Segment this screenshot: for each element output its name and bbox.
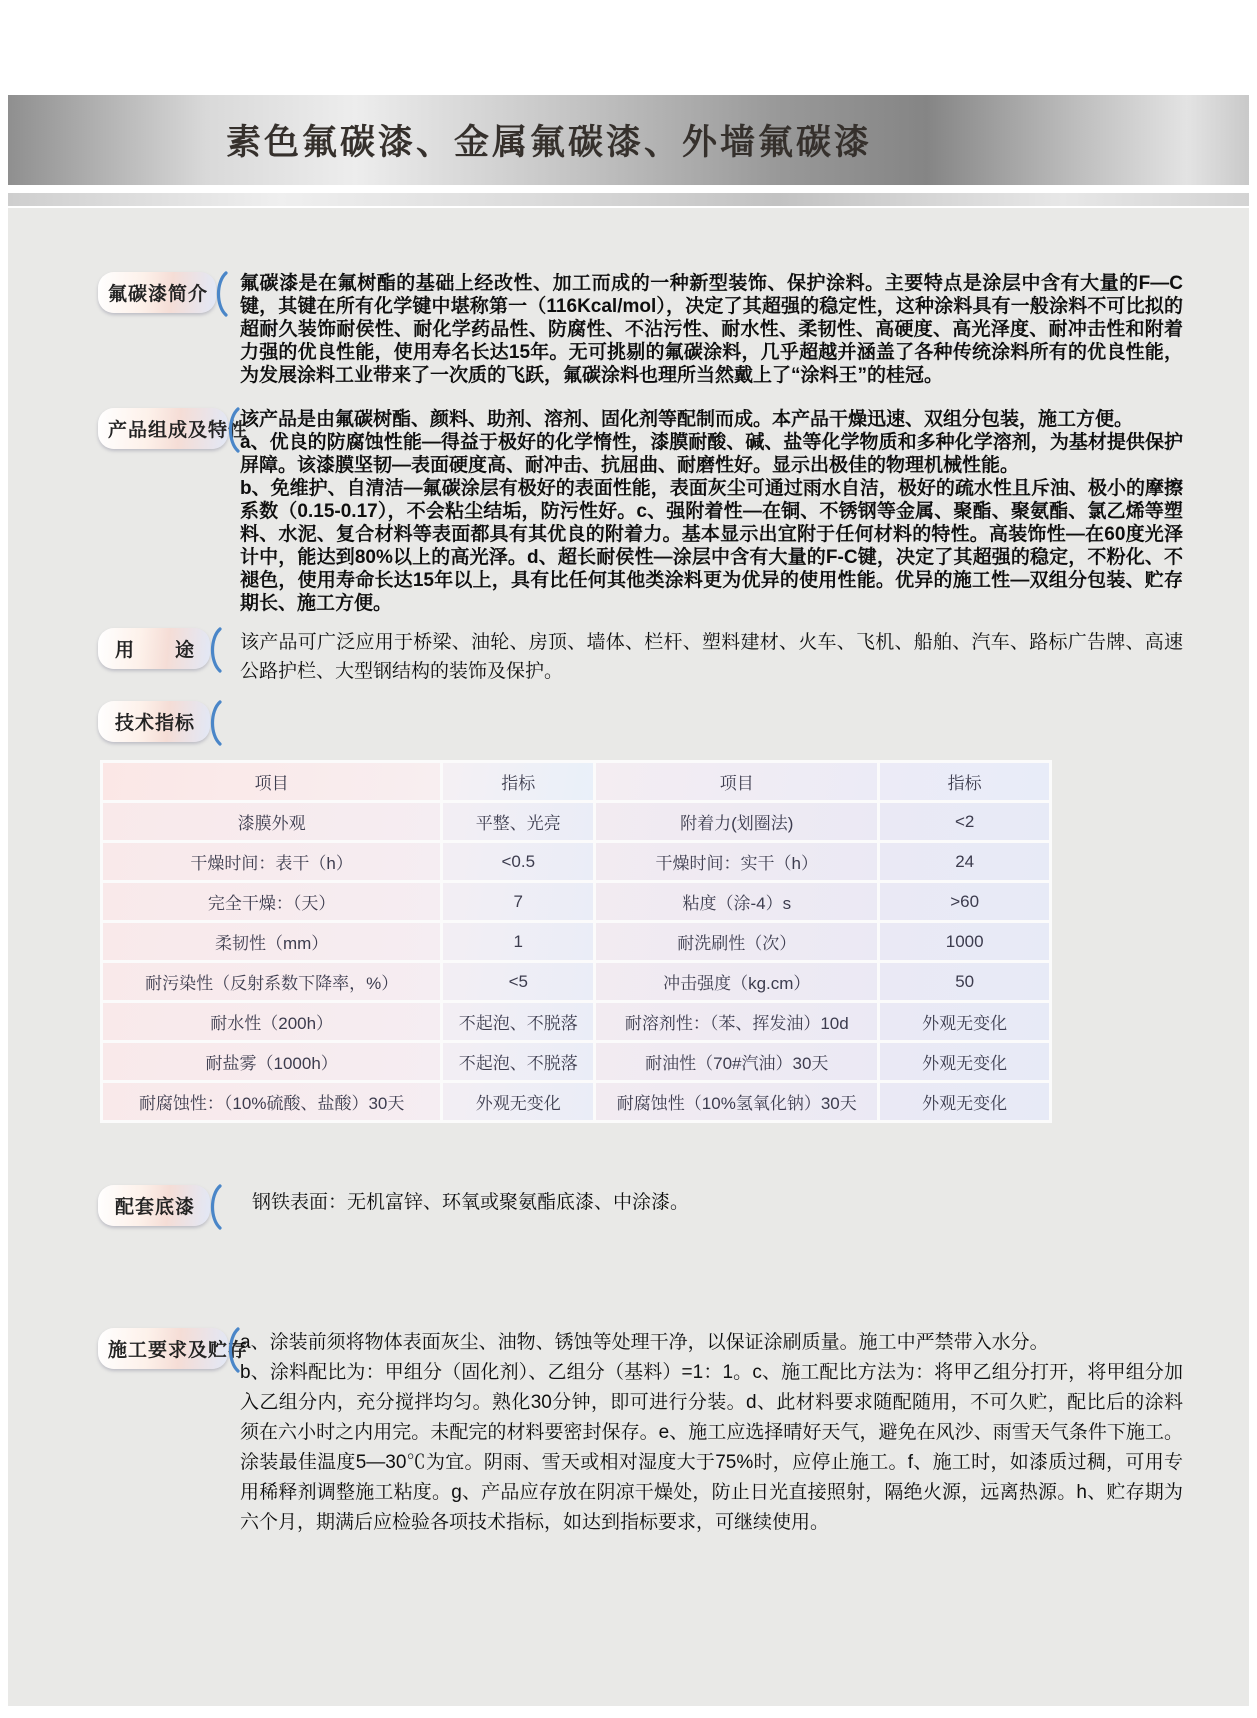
section-bracket-icon (213, 271, 228, 317)
spec-cell: 耐洗刷性（次） (596, 923, 877, 960)
spec-header-cell: 指标 (880, 763, 1049, 800)
section-primer-label: 配套底漆 (98, 1185, 210, 1226)
table-row (103, 963, 1049, 1000)
spec-cell: >60 (880, 883, 1049, 920)
spec-cell: <5 (443, 963, 593, 1000)
document-page (8, 0, 1249, 1706)
spec-cell: 冲击强度（kg.cm） (596, 963, 877, 1000)
spec-cell: 7 (443, 883, 593, 920)
paragraph: 该产品是由氟碳树酯、颜料、助剂、溶剂、固化剂等配制而成。本产品干燥迅速、双组分包装，施工方便。 (240, 409, 1134, 430)
section-composition (98, 408, 1183, 615)
table-row (103, 1083, 1049, 1120)
spec-cell: 24 (880, 843, 1049, 880)
table-row (103, 1043, 1049, 1080)
spec-cell: 漆膜外观 (103, 803, 440, 840)
section-bracket-icon (207, 1184, 222, 1230)
section-application-label-col (98, 1328, 249, 1373)
spec-cell: 耐腐蚀性（10%氢氧化钠）30天 (596, 1083, 877, 1120)
spec-cell: 外观无变化 (880, 1043, 1049, 1080)
page-title: 素色氟碳漆、金属氟碳漆、外墙氟碳漆 (226, 123, 873, 162)
section-application-label: 施工要求及贮存 (98, 1328, 228, 1369)
spec-cell: 粘度（涂-4）s (596, 883, 877, 920)
header-divider-strip (8, 193, 1249, 206)
section-specs-label-col (98, 701, 240, 746)
paragraph: 该产品可广泛应用于桥梁、油轮、房顶、墙体、栏杆、塑料建材、火车、飞机、船舶、汽车、路标广告牌、高速公路护栏、大型钢结构的装饰及保护。 (240, 632, 1183, 682)
spec-cell: 50 (880, 963, 1049, 1000)
table-row (103, 843, 1049, 880)
section-usage-label-col (98, 628, 240, 673)
spec-cell: 不起泡、不脱落 (443, 1043, 593, 1080)
section-usage (98, 628, 1183, 686)
section-primer (98, 1185, 1183, 1230)
paragraph: a、优良的防腐蚀性能—得益于极好的化学惰性，漆膜耐酸、碱、盐等化学物质和多种化学溶剂，为基材提供保护屏障。该漆膜坚韧—表面硬度高、耐冲击、抗屈曲、耐磨性好。显示出极佳的物理机械性能。 (240, 432, 1183, 476)
paragraph: 氟碳漆是在氟树酯的基础上经改性、加工而成的一种新型装饰、保护涂料。主要特点是涂层中含有大量的F—C键，其键在所有化学键中堪称第一（116Kcal/mol），决定了其超强的稳定性，这种涂料具有一般涂料不可比拟的超耐久装饰耐侯性、耐化学药品性、防腐性、不沾污性、耐水性、柔韧性、高硬度、高光泽度、耐冲击性和附着力强的优良性能，使用寿名长达15年。无可挑剔的氟碳涂料，几乎超越并涵盖了各种传统涂料所有的优良性能，为发展涂料工业带来了一次质的飞跃，氟碳涂料也理所当然戴上了“涂料王”的桂冠。 (240, 273, 1183, 386)
section-composition-label: 产品组成及特性 (98, 408, 228, 449)
spec-cell: 耐腐蚀性：（10%硫酸、盐酸）30天 (103, 1083, 440, 1120)
spec-cell: 1000 (880, 923, 1049, 960)
spec-cell: 柔韧性（mm） (103, 923, 440, 960)
section-primer-label-col (98, 1185, 240, 1230)
technical-specs-table (100, 760, 1052, 1123)
spec-cell: 耐溶剂性：（苯、挥发油）10d (596, 1003, 877, 1040)
spec-cell: 耐盐雾（1000h） (103, 1043, 440, 1080)
paragraph: a、涂装前须将物体表面灰尘、油物、锈蚀等处理干净，以保证涂刷质量。施工中严禁带入水分。 (240, 1332, 1049, 1353)
table-row (103, 1003, 1049, 1040)
spec-cell: 外观无变化 (880, 1083, 1049, 1120)
section-bracket-icon (207, 627, 222, 673)
spec-cell: <2 (880, 803, 1049, 840)
section-specs-label: 技术指标 (98, 701, 210, 742)
section-usage-label: 用 途 (98, 628, 210, 669)
section-composition-text (240, 408, 1183, 615)
spec-cell: 干燥时间：表干（h） (103, 843, 440, 880)
section-usage-text (240, 628, 1183, 686)
section-application (98, 1328, 1183, 1538)
section-bracket-icon (225, 1327, 240, 1373)
section-application-text (240, 1328, 1183, 1538)
spec-header-cell: 项目 (103, 763, 440, 800)
spec-header-cell: 指标 (443, 763, 593, 800)
spec-cell: 1 (443, 923, 593, 960)
section-primer-text (240, 1185, 1183, 1214)
section-intro-text (240, 272, 1183, 387)
technical-specs-table-wrap (100, 760, 1052, 1123)
spec-cell: 附着力(划圈法) (596, 803, 877, 840)
section-specs (98, 701, 1183, 1123)
header-band (8, 95, 1249, 185)
spec-cell: <0.5 (443, 843, 593, 880)
spec-header-cell: 项目 (596, 763, 877, 800)
table-row (103, 883, 1049, 920)
section-bracket-icon (225, 407, 240, 453)
section-composition-label-col (98, 408, 249, 453)
spec-cell: 平整、光亮 (443, 803, 593, 840)
spec-cell: 外观无变化 (443, 1083, 593, 1120)
section-intro (98, 272, 1183, 387)
table-header-row (103, 763, 1049, 800)
section-intro-label: 氟碳漆简介 (98, 272, 216, 313)
paragraph: b、免维护、自清洁—氟碳涂层有极好的表面性能，表面灰尘可通过雨水自洁，极好的疏水性且斥油、极小的摩擦系数（0.15-0.17），不会粘尘结垢，防污性好。c、强附着性—在铜、不锈钢等金属、聚酯、聚氨酯、氯乙烯等塑料、水泥、复合材料等表面都具有其优良的附着力。基本显示出宜附于任何材料的特性。高装饰性—在60度光泽计中，能达到80%以上的高光泽。d、超长耐侯性—涂层中含有大量的F-C键，决定了其超强的稳定，不粉化、不褪色，使用寿命长达15年以上，具有比任何其他类涂料更为优异的使用性能。优异的施工性—双组分包装、贮存期长、施工方便。 (240, 478, 1183, 614)
section-intro-label-col (98, 272, 240, 317)
paragraph: 钢铁表面：无机富锌、环氧或聚氨酯底漆、中涂漆。 (252, 1192, 690, 1213)
spec-cell: 耐污染性（反射系数下降率，%） (103, 963, 440, 1000)
spec-cell: 干燥时间：实干（h） (596, 843, 877, 880)
spec-cell: 不起泡、不脱落 (443, 1003, 593, 1040)
paragraph: b、涂料配比为：甲组分（固化剂）、乙组分（基料）=1：1。c、施工配比方法为：将甲乙组分打开，将甲组分加入乙组分内，充分搅拌均匀。熟化30分钟，即可进行分装。d、此材料要求随配随用，不可久贮，配比后的涂料须在六小时之内用完。未配完的材料要密封保存。e、施工应选择晴好天气，避免在风沙、雨雪天气条件下施工。涂装最佳温度5—30℃为宜。阴雨、雪天或相对湿度大于75%时，应停止施工。f、施工时，如漆质过稠，可用专用稀释剂调整施工粘度。g、产品应存放在阴凉干燥处，防止日光直接照射，隔绝火源，远离热源。h、贮存期为六个月，期满后应检验各项技术指标，如达到指标要求，可继续使用。 (240, 1362, 1183, 1533)
section-bracket-icon (207, 700, 222, 746)
spec-cell: 耐油性（70#汽油）30天 (596, 1043, 877, 1080)
spec-cell: 完全干燥：（天） (103, 883, 440, 920)
content-panel (8, 208, 1249, 1706)
table-row (103, 803, 1049, 840)
spec-cell: 耐水性（200h） (103, 1003, 440, 1040)
table-row (103, 923, 1049, 960)
spec-cell: 外观无变化 (880, 1003, 1049, 1040)
